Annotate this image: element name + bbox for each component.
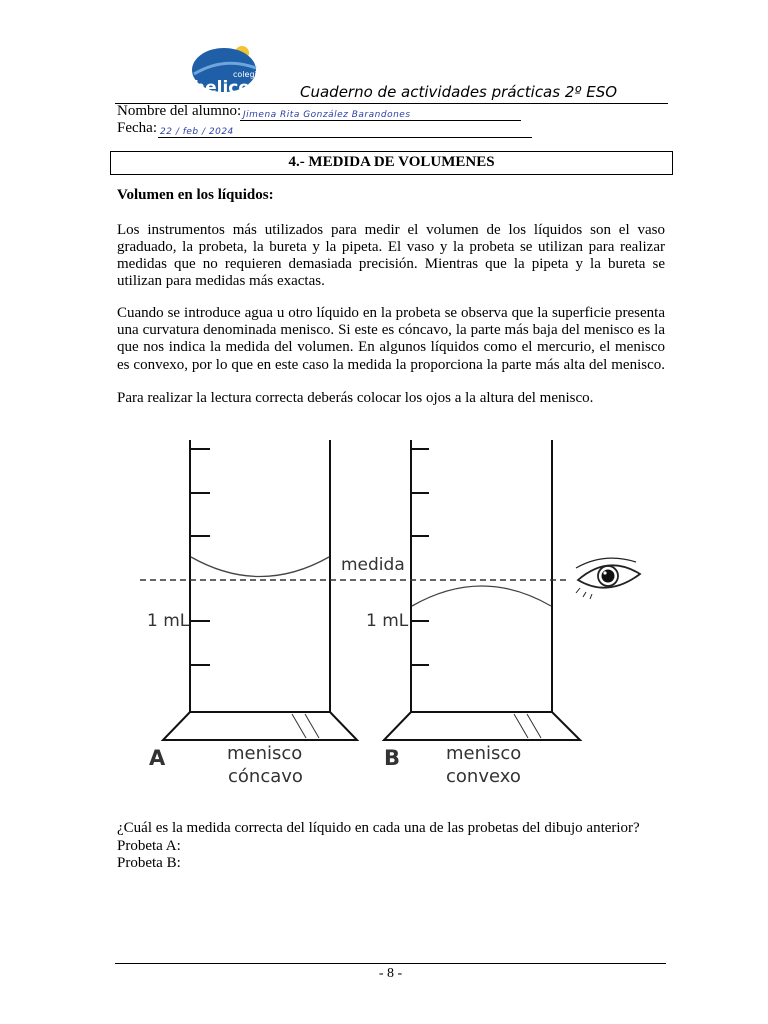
name-value: Jimena Rita González Barandones bbox=[243, 110, 411, 120]
eye-icon bbox=[576, 558, 640, 599]
header-title: Cuaderno de actividades prácticas 2º ESO bbox=[300, 83, 618, 101]
paragraph-1-line-4: utilizan para medidas más exactas. bbox=[117, 273, 325, 289]
date-label: Fecha: bbox=[117, 120, 157, 136]
paragraph-1-line-1: Los instrumentos más utilizados para medir el volumen de los líquidos son el vaso bbox=[117, 222, 665, 238]
caption-a-line-2: cóncavo bbox=[228, 766, 303, 787]
convex-meniscus bbox=[412, 586, 551, 606]
section-subtitle: Volumen en los líquidos: bbox=[117, 187, 274, 203]
caption-a-line-1: menisco bbox=[227, 743, 303, 764]
label-b: B bbox=[384, 746, 401, 770]
probeta-b-answer: Probeta B: bbox=[117, 855, 181, 871]
measure-label: medida bbox=[341, 555, 405, 575]
page-number: - 8 - bbox=[378, 966, 403, 981]
school-logo bbox=[188, 44, 268, 100]
caption-b-line-2: convexo bbox=[446, 766, 521, 787]
graduated-cylinder-b bbox=[384, 440, 580, 740]
logo-text: helicon bbox=[193, 78, 263, 98]
scale-label-a: 1 mL bbox=[147, 611, 190, 631]
label-a: A bbox=[149, 746, 166, 770]
paragraph-2-line-3: que nos indica la medida del volumen. En algunos líquidos como el mercurio, el menisco bbox=[117, 339, 665, 355]
date-line bbox=[158, 137, 532, 138]
date-value: 22 / feb / 2024 bbox=[160, 127, 234, 137]
paragraph-2-line-4: es convexo, por lo que en este caso la medida la proporciona la parte más alta del menisco. bbox=[117, 357, 665, 373]
probeta-a-answer: Probeta A: bbox=[117, 837, 181, 854]
graduated-cylinder-a bbox=[163, 440, 357, 740]
meniscus-figure bbox=[130, 428, 650, 800]
concave-meniscus bbox=[191, 557, 329, 577]
logo-small-text: colegio bbox=[233, 70, 262, 79]
paragraph-2-line-1: Cuando se introduce agua u otro líquido en la probeta se observa que la superficie presenta bbox=[117, 305, 665, 321]
scale-label-b: 1 mL bbox=[366, 611, 409, 631]
section-title: 4.- MEDIDA DE VOLUMENES bbox=[288, 154, 495, 170]
footer-divider bbox=[115, 963, 666, 964]
name-label: Nombre del alumno: bbox=[117, 103, 242, 119]
paragraph-2-line-2: una curvatura denominada menisco. Si este es cóncavo, la parte más baja del menisco es la bbox=[117, 322, 665, 338]
paragraph-1-line-3: medidas que no requieren demasiada precisión. Mientras que la pipeta y la bureta se bbox=[117, 256, 665, 272]
question-block bbox=[117, 820, 640, 873]
paragraph-3: Para realizar la lectura correcta deberás colocar los ojos a la altura del menisco. bbox=[117, 390, 594, 406]
question-text: ¿Cuál es la medida correcta del líquido en cada una de las probetas del dibujo anterior? bbox=[117, 820, 640, 836]
paragraph-1-line-2: graduado, la probeta, la bureta y la pipeta. El vaso y la probeta se utilizan para realizar bbox=[117, 239, 665, 255]
caption-b-line-1: menisco bbox=[446, 743, 522, 764]
name-line bbox=[240, 120, 521, 121]
